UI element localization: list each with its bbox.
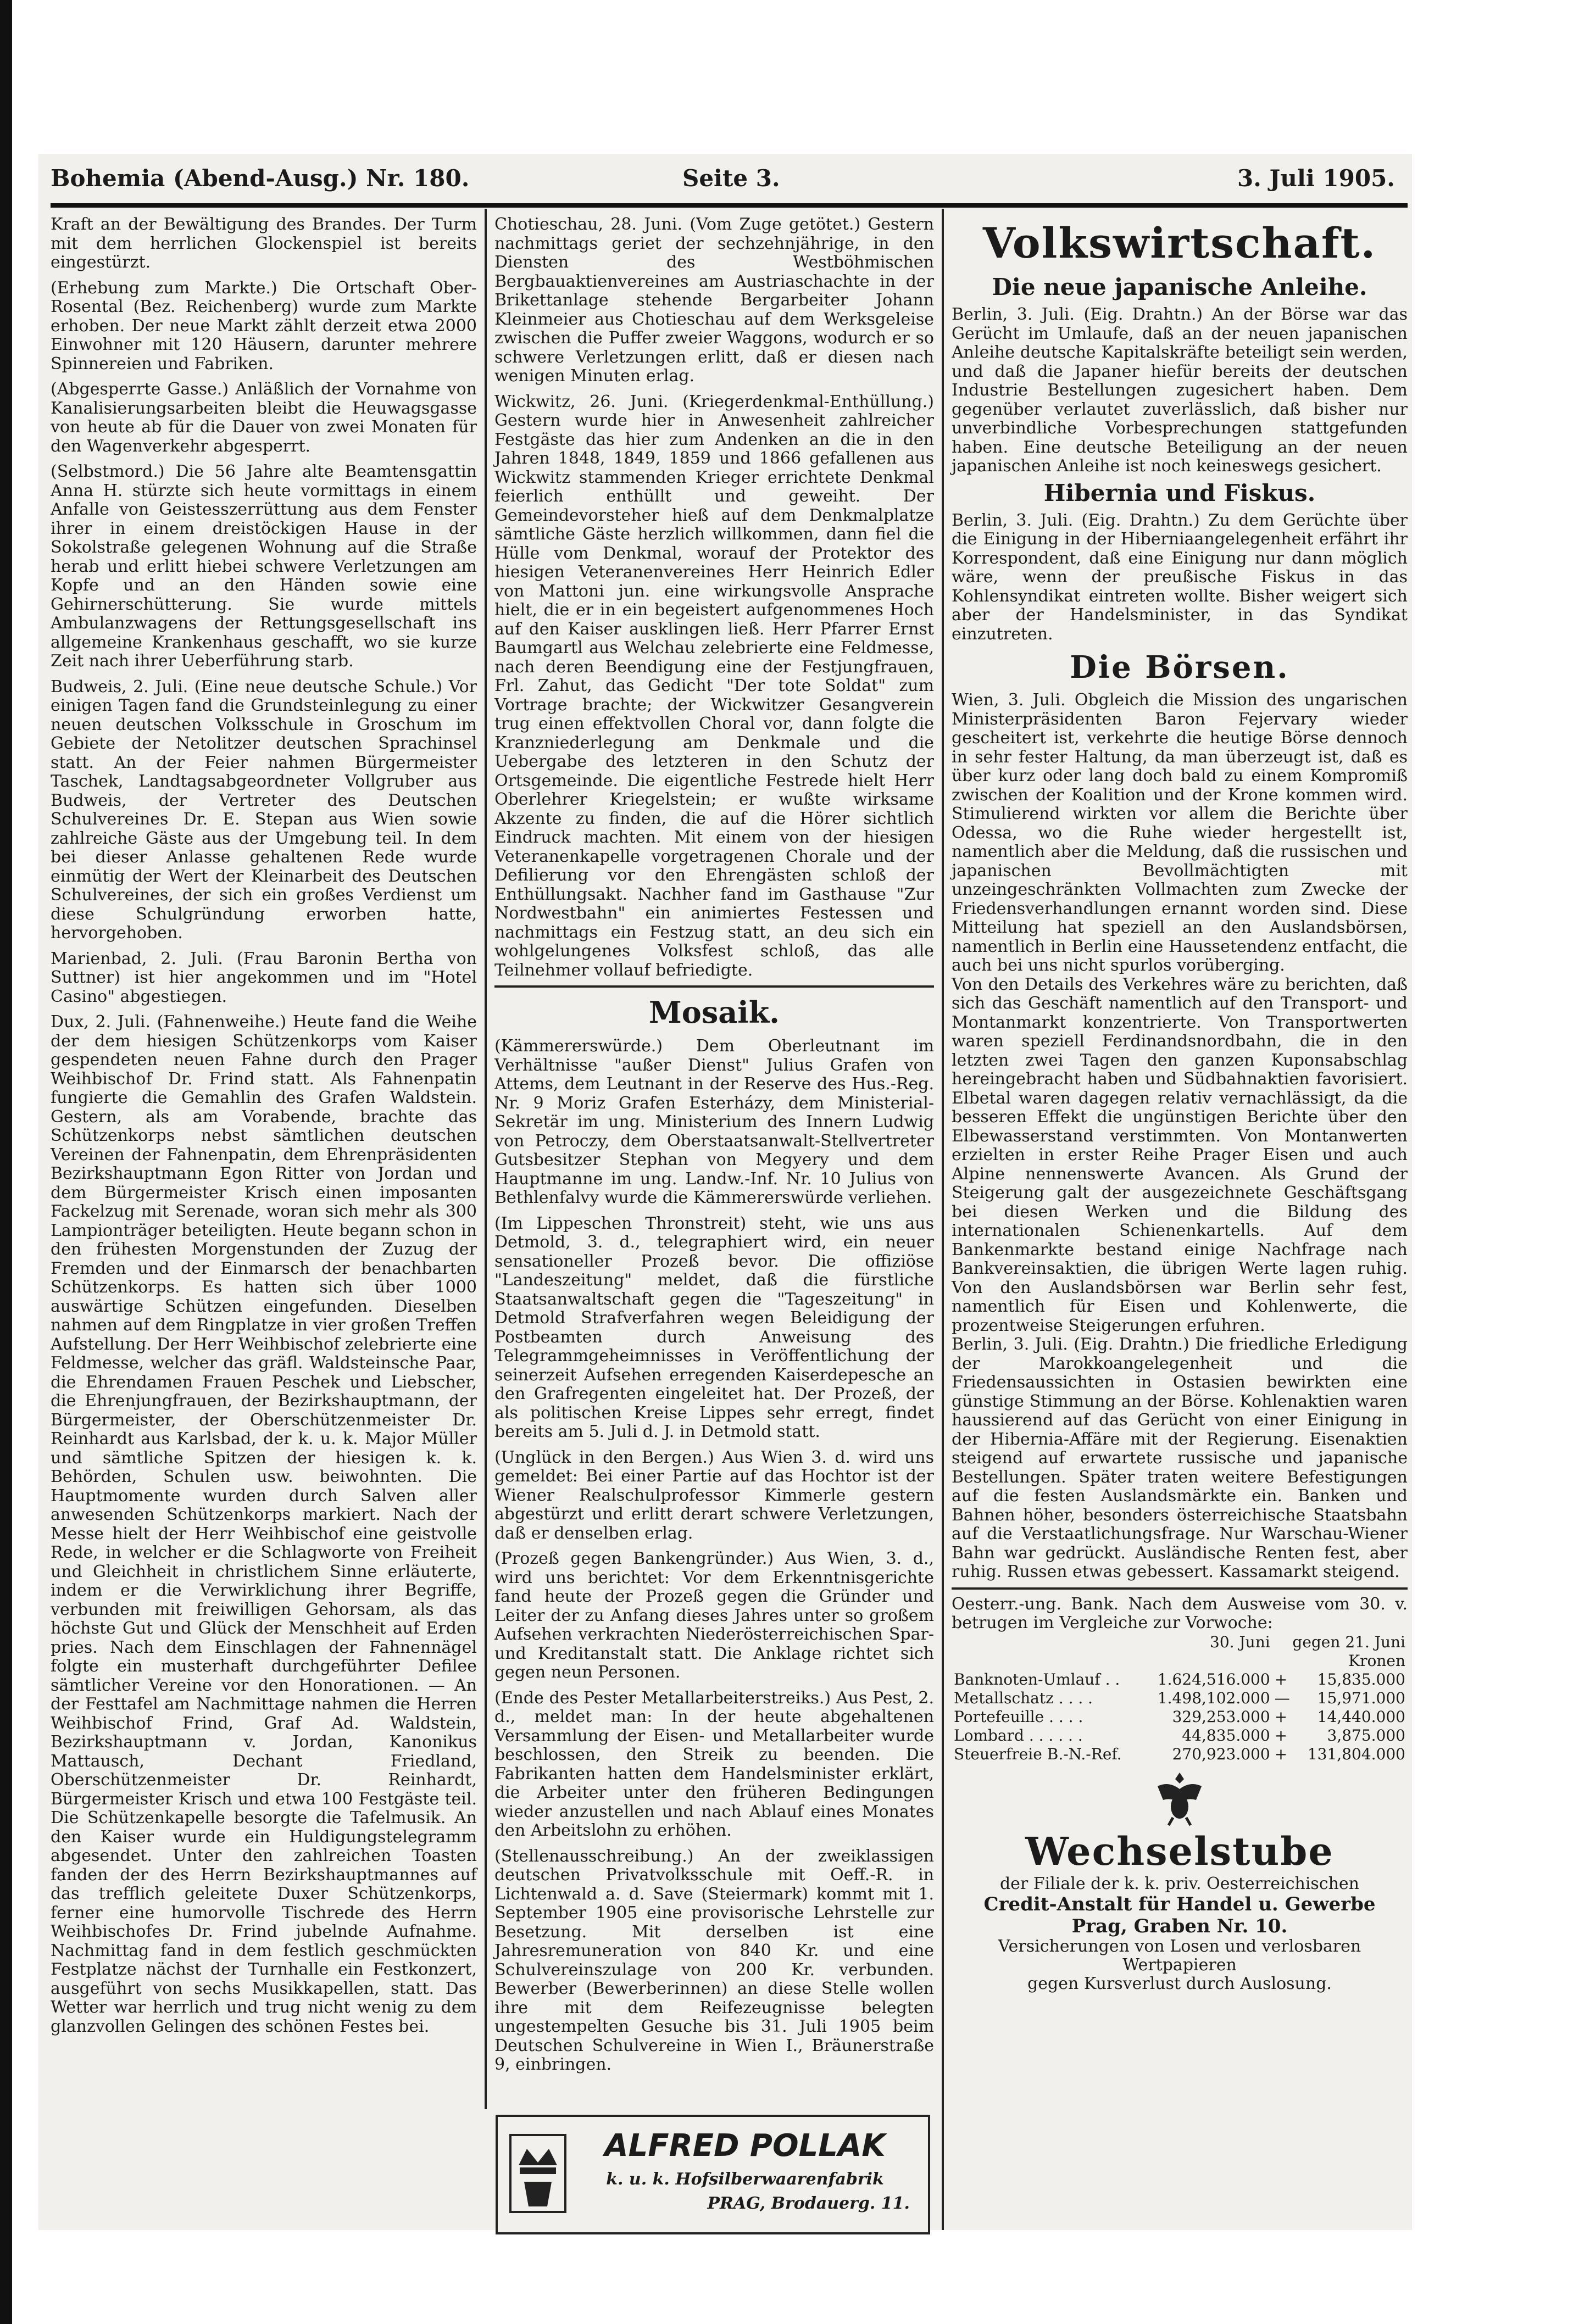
article-wickwitz: Wickwitz, 26. Juni. (Kriegerdenkmal-Enthüllung.) Gestern wurde hier in Anwesenheit zahlreicher Festgäste das hier zum Andenken an die in den Jahren 1848, 1849, 1859 und 1866 gefallenen aus Wickwitz stammenden Krieger errichtete Denkmal feierlich enthüllt und geweiht. Der Gemeindevorsteher hieß auf dem Denkmalplatze sämtliche Gäste herzlich willkommen, dann fiel die Hülle vom Denkmal, worauf der Protektor des hiesigen Veteranenvereines Herr Heinrich Edler von Mattoni jun. eine wirkungsvolle Ansprache hielt, die er in ein begeistert aufgenommenes Hoch auf den Kaiser ausklingen ließ. Herr Pfarrer Ernst Baumgartl aus Welchau zelebrierte eine Feldmesse, nach deren Beendigung eine der Festjungfrauen, Frl. Zahut, das Gedicht "Der tote Soldat" zum Vortrage brachte; der Wickwitzer Gesangverein trug einen effektvollen Choral vor, dann folgte die Kranzniederlegung am Denkmale und die Uebergabe des letzteren in den Schutz der Ortsgemeinde. Die eigentliche Festrede hielt Herr Oberlehrer Kriegelstein; er wußte wirksame Akzente zu finden, die auf die Hörer sichtlich Eindruck machten. Mit einem von der hiesigen Veteranenkapelle vorgetragenen Chorale und der Defilierung vor den Ehrengästen schloß der Enthüllungsakt. Nachher fand im Gasthause "Zur Nordwestbahn" ein animiertes Festessen und nachmittags ein Festzug statt, an deu sich ein wohlgelungenes Volksfest schloß, das alle Teilnehmer vollauf befriedigte. [494, 392, 934, 980]
article-chotieschau: Chotieschau, 28. Juni. (Vom Zuge getötet.) Gestern nachmittags geriet der sechzehnjährige, in den Diensten des Westböhmischen Bergbauaktienvereines am Austriaschachte in der Brikettanlage stehende Bergarbeiter Johann Kleinmeier aus Chotieschau auf dem Werksgeleise zwischen die Puffer zweier Waggons, wodurch er so schwere Verletzungen erlitt, daß er diesen nach wenigen Minuten erlag. [494, 215, 934, 386]
column-economy [952, 215, 1408, 1993]
col-header-date: 30. Juni [1210, 1632, 1270, 1651]
column-regional-news [494, 215, 934, 2075]
mosaik-item: (Stellenausschreibung.) An der zweiklassigen deutschen Privatvolksschule mit Oeff.-R. in Lichtenwald a. d. Save (Steiermark) kommt mit 1. September 1905 eine provisorische Lehrstelle zur Besetzung. Mit derselben ist eine Jahresremuneration von 840 Kr. und eine Schulvereinszulage von 200 Kr. verbunden. Bewerber (Bewerberinnen) an diese Stelle wollen ihre mit dem Reifezeugnisse belegten ungestempelten Gesuche bis 31. Juli 1905 beim Deutschen Schulvereine in Wien I., Bräunerstraße 9, einbringen. [494, 1846, 934, 2074]
header-rule [51, 203, 1408, 208]
article-wien-boerse: Wien, 3. Juli. Obgleich die Mission des ungarischen Ministerpräsidenten Baron Fejervary wieder gescheitert ist, verkehrte die heutige Börse dennoch in sehr fester Haltung, da man überzeugt ist, daß es über kurz oder lang doch bald zu einem Kompromiß zwischen der Koalition und der Krone kommen wird. Stimulierend wirkten vor allem die Berichte über Odessa, wo die Ruhe wieder hergestellt ist, namentlich aber die Meldung, daß die russischen und japanischen Bevollmächtigten mit unzeingeschränkten Vollmachten zum Zwecke der Friedensverhandlungen ernannt worden sind. Diese Mitteilung hat speziell an den Auslandsbörsen, namentlich in Berlin eine Haussetendenz entfacht, die auch bei uns nicht spurlos vorüberging. [952, 690, 1408, 975]
ad-company-type: k. u. k. Hofsilberwaarenfabrik [606, 2170, 884, 2189]
subheading-hibernia: Hibernia und Fiskus. [1043, 479, 1316, 506]
row-change: 3,875.000 [1327, 1726, 1405, 1745]
article-dux: Dux, 2. Juli. (Fahnenweihe.) Heute fand die Weihe der dem hiesigen Schützenkorps vom Kaiser gespendeten neuen Fahne durch den Prager Weihbischof Dr. Frind statt. Als Fahnenpatin fungierte die Gemahlin des Grafen Waldstein. Gestern, als am Vorabende, brachte das Schützenkorps nebst sämtlichen deutschen Vereinen der Fahnenpatin, dem Ehrenpräsidenten Bezirkshauptmann Egon Ritter von Jordan und dem Bürgermeister Krisch einen imposanten Fackelzug mit Serenade, woran sich mehr als 300 Lampionträger beteiligten. Heute begann schon in den frühesten Morgenstunden der Zuzug der Fremden und der Einmarsch der benachbarten Schützenkorps. Es hatten sich über 1000 auswärtige Schützen eingefunden. Dieselben nahmen auf dem Ringplatze in vier großen Treffen Aufstellung. Der Herr Weihbischof zelebrierte eine Feldmesse, welcher das gräfl. Waldsteinsche Paar, die Ehrendamen Frauen Peschek und Liebscher, die Ehrenjungfrauen, der Bezirkshauptmann, der Bürgermeister, der Oberschützenmeister Dr. Reinhardt aus Karlsbad, der k. u. k. Major Müller und sämtliche Spitzen der hiesigen k. k. Behörden, Schulen usw. beiwohnten. Die Hauptmomente wurden durch Salven aller anwesenden Schützenkorps markiert. Nach der Messe hielt der Herr Weihbischof eine geistvolle Rede, in welcher er die Schlagworte von Freiheit und Gleichheit in christlichem Sinne erläuterte, indem er die Verwirklichung ihrer Begriffe, verbunden mit freiwilligen Gehorsam, als das höchste Gut und Glück der Menschheit auf Erden pries. Nach dem Einschlagen der Fahnennägel folgte ein musterhaft durchgeführter Defilee sämtlicher Vereine vor den Honorationen. — An der Festtafel am Nachmittage nahmen die Herren Weihbischof Frind, Graf Ad. Waldstein, Bezirkshauptmann v. Jordan, Kanonikus Mattausch, Dechant Friedland, Oberschützenmeister Dr. Reinhardt, Bürgermeister Krisch und etwa 100 Festgäste teil. Die Schützenkapelle besorgte die Tafelmusik. An den Kaiser wurde ein Huldigungstelegramm abgesendet. Unter den zahlreichen Toasten fanden der des Herrn Bezirkshauptmannes auf das trefflich geleitete Duxer Schützenkorps, ferner eine humorvolle Tischrede des Herrn Weihbischofes Dr. Frind jubelnde Aufnahme. Nachmittag fand in dem festlich geschmückten Festplatze nächst der Turnhalle ein Festkonzert, ausgeführt von sechs Musikkapellen, statt. Das Wetter war herrlich und trug nicht wenig zu dem glanzvollen Gelingen des schönen Festes bei. [51, 1012, 477, 2036]
table-row [952, 1745, 1408, 1764]
article-markt: (Erhebung zum Markte.) Die Ortschaft Ober-Rosental (Bez. Reichenberg) wurde zum Markte erhoben. Der neue Markt zählt derzeit etwa 2000 Einwohner mit 120 Häusern, darunter mehrere Spinnereien und Fabriken. [51, 278, 477, 374]
row-value: 270,923.000 [1172, 1745, 1270, 1763]
mosaik-item: (Im Lippeschen Thronstreit) steht, wie uns aus Detmold, 3. d., telegraphiert wird, ein neuer sensationeller Prozeß bevor. Die offiziöse "Landeszeitung" meldet, daß die fürstliche Staatsanwaltschaft gegen die "Tageszeitung" in Detmold Strafverfahren wegen Beleidigung der Postbeamten durch Anweisung des Telegrammgeheimnisses in Veröffentlichung der seinerzeit Aufsehen erregenden Kaiserdepesche an den Grafregenten eingeleitet hat. Der Prozeß, der als politischen Kreise Lippes sehr erregt, findet bereits am 5. Juli d. J. in Detmold statt. [494, 1213, 934, 1441]
mosaik-item: (Prozeß gegen Bankengründer.) Aus Wien, 3. d., wird uns berichtet: Vor dem Erkenntnisgerichte fand heute der Prozeß gegen die Gründer und Leiter der zu Anfang dieses Jahres unter so großem Aufsehen verkrachten Niederösterreichischen Spar- und Kreditanstalt statt. Die Anklage richtet sich gegen neun Personen. [494, 1549, 934, 1682]
row-label: Metallschatz . . . . [954, 1688, 1093, 1707]
article-boerse-details: Von den Details des Verkehres wäre zu berichten, daß sich das Geschäft namentlich auf den Transport- und Montanmarkt konzentrierte. Von Transportwerten waren speziell Ferdinandsnordbahn, die in den letzten zwei Tagen den ganzen Kuponsabschlag hereingebracht haben und Südbahnaktien favorisiert. Elbetal waren dagegen relativ vernachlässigt, da die besseren Effekt die ungünstigen Berichte über den Elbewasserstand verstimmten. Von Montanwerten erzielten in erster Reihe Prager Eisen und auch Alpine nennenswerte Avancen. Als Grund der Steigerung galt der ausgezeichnete Geschäftsgang bei diesen Werken und die Bildung des internationalen Schienenkartells. Auf dem Bankenmarkte bestand einige Nachfrage nach Bankvereinsaktien, die übrigen Werte lagen ruhig. Von den Auslandsbörsen war Berlin sehr fest, namentlich für Eisen und Kohlenwerte, die prozentweise Steigerungen erfuhren. [952, 974, 1408, 1335]
wechselstube-line: Versicherungen von Losen und verlosbaren Wertpapieren [998, 1936, 1361, 1975]
article-selbstmord: (Selbstmord.) Die 56 Jahre alte Beamtensgattin Anna H. stürzte sich heute vormittags in einem Anfalle von Geistesszerrüttung aus dem Fenster ihrer in einem dreistöckigen Hause in der Sokolstraße gelegenen Wohnung auf die Straße herab und erlitt hiebei schwere Verletzungen am Kopfe und an den Händen sowie eine Gehirnerschütterung. Sie wurde mittels Ambulanzwagens der Rettungsgesellschaft ins allgemeine Krankenhaus geschafft, wo sie kurze Zeit nach ihrer Ueberführung starb. [51, 462, 477, 671]
row-value: 44,835.000 [1182, 1726, 1270, 1745]
row-label: Banknoten-Umlauf . . [954, 1670, 1120, 1688]
row-sign: + [1274, 1707, 1288, 1726]
row-value: 329,253.000 [1172, 1707, 1270, 1726]
row-label: Portefeuille . . . . [954, 1707, 1083, 1726]
article-gasse: (Abgesperrte Gasse.) Anläßlich der Vornahme von Kanalisierungsarbeiten bleibt die Heuwagsgasse von heute ab für die Dauer von zwei Monaten für den Wagenverkehr abgesperrt. [51, 380, 477, 456]
header-page-number: Seite 3. [682, 165, 780, 192]
bank-intro: Oesterr.-ung. Bank. Nach dem Ausweise vom 30. v. betrugen im Vergleiche zur Vorwoche: [952, 1594, 1408, 1632]
article-fire-end: Kraft an der Bewältigung des Brandes. Der Turm mit dem herrlichen Glockenspiel ist bereits eingestürzt. [51, 215, 477, 272]
row-value: 1.624,516.000 [1157, 1670, 1270, 1688]
row-label: Lombard . . . . . . [954, 1726, 1083, 1745]
header-masthead: Bohemia (Abend-Ausg.) Nr. 180. [51, 165, 470, 192]
mosaik-item: (Unglück in den Bergen.) Aus Wien 3. d. wird uns gemeldet: Bei einer Partie auf das Hochtor ist der Wiener Realschulprofessor Kimmerle gestern abgestürzt und erlitt derart schwere Verletzungen, daß er denselben erlag. [494, 1447, 934, 1543]
mosaik-heading: Mosaik. [649, 995, 780, 1030]
boersen-heading: Die Börsen. [1070, 649, 1289, 686]
table-header-row [952, 1633, 1408, 1652]
col-header-change: gegen 21. Juni [1292, 1632, 1405, 1651]
table-row [952, 1726, 1408, 1745]
article-japan-loan: Berlin, 3. Juli. (Eig. Drahtn.) An der Börse war das Gerücht im Umlaufe, daß an der neuen japanischen Anleihe deutsche Kapitalskräfte beteiligt sein werden, und daß die Japaner hiefür bereits der deutschen Industrie Bestellungen zugesichert haben. Dem gegenüber verlautet zuverlässlich, daß bisher nur unverbindliche Vorbesprechungen stattgefunden haben. Eine deutsche Beteiligung an der neuen japanischen Anleihe ist noch keineswegs gesichert. [952, 305, 1408, 476]
economy-heading: Volkswirtschaft. [982, 219, 1377, 267]
ad-address: PRAG, Brodauerg. 11. [707, 2194, 910, 2213]
table-row [952, 1708, 1408, 1726]
mosaik-item: (Kämmererswürde.) Dem Oberleutnant im Verhältnisse "außer Dienst" Julius Grafen von Attems, dem Leutnant in der Reserve des Hus.-Reg. Nr. 9 Moriz Grafen Esterházy, dem Ministerial-Sekretär im ung. Ministerium des Innern Ludwig von Petroczy, dem Oberstaatsanwalt-Stellvertreter Gutsbesitzer Stephan von Megyery und dem Hauptmanne im ung. Landw.-Inf. Nr. 10 Julius von Bethlenfalvy wurde die Kämmererswürde verliehen. [494, 1036, 934, 1207]
subheading-japan-loan: Die neue japanische Anleihe. [992, 274, 1367, 300]
row-change: 14,440.000 [1317, 1707, 1405, 1726]
row-change: 131,804.000 [1307, 1745, 1405, 1763]
mosaik-item: (Ende des Pester Metallarbeiterstreiks.) Aus Pest, 2. d., meldet man: In der heute abgehaltenen Versammlung der Eisen- und Metallarbeiter wurde beschlossen, den Streik zu beenden. Die Fabrikanten hatten dem Handelsminister erklärt, die Arbeiter unter den früheren Bedingungen wieder anzustellen und nach Ablauf eines Monates den Arbeitslohn zu erhöhen. [494, 1688, 934, 1840]
scan-edge [0, 0, 12, 2324]
row-sign: + [1274, 1726, 1288, 1745]
column-local-news [51, 215, 477, 2036]
unit-label: Kronen [1348, 1651, 1405, 1670]
article-berlin-boerse: Berlin, 3. Juli. (Eig. Drahtn.) Die friedliche Erledigung der Marokkoangelegenheit und die Friedensaussichten in Ostasien bewirkten eine günstige Stimmung an der Börse. Kohlenaktien waren haussierend auf das Gerücht von einer Einigung in der Hibernia-Affäre mit der Regierung. Eisenaktien steigend auf erwartete russische und japanische Bestellungen. Später traten weitere Befestigungen auf die festen Auslandsmärkte ein. Banken und Bahnen höher, besonders österreichische Staatsbahn auf die Verstaatlichungsfrage. Nur Warschau-Wiener Bahn war gedrückt. Ausländische Renten fest, aber ruhig. Russen etwas gebessert. Kassamarkt steigend. [952, 1335, 1408, 1581]
row-sign: + [1274, 1745, 1288, 1763]
section-rule [952, 1587, 1408, 1590]
column-divider-2 [942, 209, 944, 2230]
article-marienbad: Marienbad, 2. Juli. (Frau Baronin Bertha von Suttner) ist hier angekommen und im "Hotel Casino" abgestiegen. [51, 949, 477, 1006]
ad-company-name: ALFRED POLLAK [604, 2128, 886, 2164]
table-row [952, 1670, 1408, 1689]
table-row [952, 1689, 1408, 1708]
wechselstube-line: gegen Kursverlust durch Auslosung. [1027, 1974, 1332, 1993]
section-rule [494, 985, 934, 988]
article-hibernia: Berlin, 3. Juli. (Eig. Drahtn.) Zu dem Gerüchte über die Einigung in der Hiberniaangelegenheit erfährt ihr Korrespondent, daß eine Einigung nur dann möglich wäre, wenn der preußische Fiskus in das Kohlensyndikat eintreten wollte. Bisher weigert sich aber der Handelsminister, in das Syndikat einzutreten. [952, 510, 1408, 644]
table-unit-row [952, 1652, 1408, 1670]
column-divider-1 [485, 209, 487, 2109]
double-eagle-icon [1152, 1767, 1207, 1827]
row-change: 15,971.000 [1317, 1688, 1405, 1707]
row-value: 1.498,102.000 [1157, 1688, 1270, 1707]
wechselstube-heading: Wechselstube [1025, 1828, 1334, 1874]
bank-statement-table [952, 1633, 1408, 1764]
wechselstube-address: Prag, Graben Nr. 10. [1071, 1915, 1288, 1937]
wechselstube-bank-name: Credit-Anstalt für Handel u. Gewerbe [983, 1893, 1376, 1915]
article-budweis: Budweis, 2. Juli. (Eine neue deutsche Schule.) Vor einigen Tagen fand die Grundsteinlegung zu einer neuen deutschen Volksschule in Groschum im Gebiete der Netolitzer deutschen Sprachinsel statt. An der Feier nahmen Bürgermeister Taschek, Landtagsabgeordneter Vollgruber aus Budweis, der Vertreter des Deutschen Schulvereines Dr. E. Stepan aus Wien sowie zahlreiche Gäste aus der Umgebung teil. In dem bei dieser Anlasse gehaltenen Rede wurde einmütig der Wert der Kleinarbeit des Deutschen Schulvereines, der sich ein großes Verdienst um diese Schulgründung erworben hatte, hervorgehoben. [51, 677, 477, 943]
row-change: 15,835.000 [1317, 1670, 1405, 1688]
row-sign: — [1274, 1688, 1290, 1707]
row-label: Steuerfreie B.-N.-Ref. [954, 1745, 1122, 1763]
row-sign: + [1274, 1670, 1288, 1688]
crown-icon [508, 2132, 568, 2215]
wechselstube-line: der Filiale der k. k. priv. Oesterreichischen [999, 1874, 1360, 1893]
page-header [51, 165, 1408, 198]
header-date: 3. Juli 1905. [1237, 165, 1395, 192]
pollak-advertisement [496, 2115, 930, 2234]
